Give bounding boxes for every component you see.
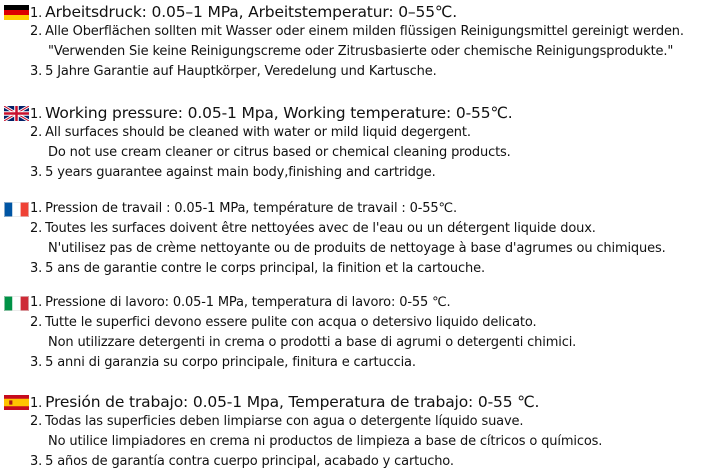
item-number: 2. [30, 125, 43, 140]
list-item [30, 163, 436, 183]
list-item [30, 219, 596, 239]
list-item [30, 62, 437, 82]
item-text: Pressione di lavoro: 0.05-1 MPa, temperatura di lavoro: 0-55 ℃. [45, 295, 451, 310]
item-text: 5 Jahre Garantie auf Hauptkörper, Veredelung und Kartusche. [45, 64, 437, 79]
item-text: Todas las superficies deben limpiarse con agua o detergente líquido suave. [45, 414, 524, 429]
france-flag-icon [4, 202, 29, 217]
list-item [48, 42, 673, 62]
item-number: 3. [30, 261, 43, 276]
item-number: 1. [30, 107, 43, 122]
item-text: Arbeitsdruck: 0.05–1 MPa, Arbeitstemperatur: 0–55℃. [45, 3, 457, 21]
item-text: N'utilisez pas de crème nettoyante ou de produits de nettoyage à base d'agrumes ou chimiques. [48, 241, 666, 256]
spain-flag-icon [4, 395, 29, 410]
item-text: 5 years guarantee against main body,finishing and cartridge. [45, 165, 436, 180]
list-item [30, 353, 416, 373]
item-text: Toutes les surfaces doivent être nettoyées avec de l'eau ou un détergent liquide doux. [45, 221, 596, 236]
item-text: Pression de travail : 0.05-1 MPa, température de travail : 0-55℃. [45, 201, 457, 216]
item-text: Tutte le superfici devono essere pulite con acqua o detersivo liquido delicato. [45, 315, 537, 330]
item-number: 3. [30, 454, 43, 469]
list-item [30, 103, 513, 123]
item-number: 2. [30, 414, 43, 429]
list-item [48, 239, 666, 259]
list-item [30, 392, 539, 412]
item-text: Presión de trabajo: 0.05-1 Mpa, Temperatura de trabajo: 0-55 ℃. [45, 393, 540, 411]
item-text: "Verwenden Sie keine Reinigungscreme oder Zitrusbasierte oder chemische Reinigungsprodukte." [48, 44, 674, 59]
item-text: 5 anni di garanzia su corpo principale, finitura e cartuccia. [45, 355, 416, 370]
item-text: 5 años de garantía contra cuerpo principal, acabado y cartucho. [45, 454, 454, 469]
item-number: 2. [30, 24, 43, 39]
item-text: Working pressure: 0.05-1 Mpa, Working temperature: 0-55℃. [45, 104, 513, 122]
list-item [30, 199, 457, 219]
uk-flag-icon [4, 106, 29, 121]
item-number: 3. [30, 165, 43, 180]
italy-flag-icon [4, 296, 29, 311]
list-item [48, 333, 576, 353]
germany-flag-icon [4, 5, 29, 20]
item-number: 2. [30, 315, 43, 330]
list-item [48, 143, 511, 163]
item-text: 5 ans de garantie contre le corps principal, la finition et la cartouche. [45, 261, 485, 276]
item-number: 3. [30, 355, 43, 370]
item-number: 2. [30, 221, 43, 236]
list-item [30, 293, 451, 313]
item-number: 1. [30, 295, 43, 310]
item-text: All surfaces should be cleaned with water or mild liquid degergent. [45, 125, 471, 140]
item-number: 1. [30, 6, 43, 21]
list-item [30, 123, 471, 143]
list-item [30, 452, 454, 472]
item-number: 3. [30, 64, 43, 79]
item-text: Do not use cream cleaner or citrus based or chemical cleaning products. [48, 145, 511, 160]
list-item [30, 313, 536, 333]
list-item [30, 412, 523, 432]
item-number: 1. [30, 396, 43, 411]
list-item [30, 259, 485, 279]
list-item [30, 2, 457, 22]
item-text: Alle Oberflächen sollten mit Wasser oder einem milden flüssigen Reinigungsmittel gereinigt werden. [45, 24, 684, 39]
item-text: No utilice limpiadores en crema ni productos de limpieza a base de cítricos o químicos. [48, 434, 603, 449]
list-item [30, 22, 684, 42]
item-text: Non utilizzare detergenti in crema o prodotti a base di agrumi o detergenti chimici. [48, 335, 577, 350]
list-item [48, 432, 602, 452]
item-number: 1. [30, 201, 43, 216]
